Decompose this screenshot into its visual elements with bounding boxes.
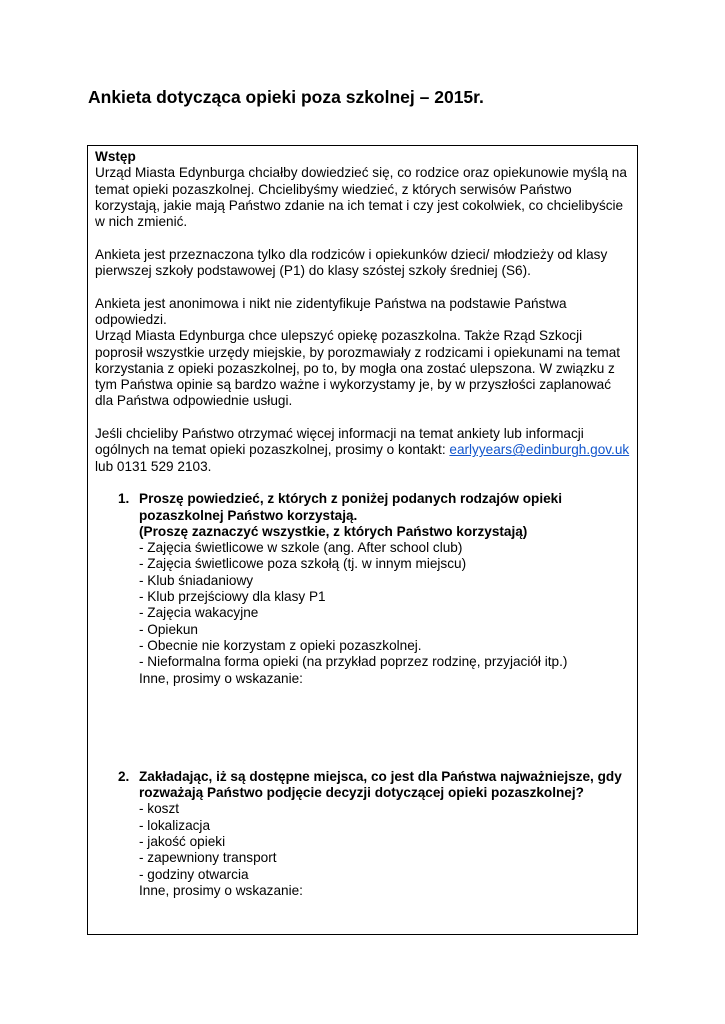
- other-prompt: Inne, prosimy o wskazanie:: [139, 882, 303, 898]
- intro-heading: Wstęp: [95, 149, 136, 164]
- question-text: Zakładając, iż są dostępne miejsca, co jest dla Państwa najważniejsze, gdy rozważają Państwo podjęcie decyzji dotyczącej opieki pozaszkolnej?: [139, 768, 622, 801]
- question-instruction: (Proszę zaznaczyć wszystkie, z których Państwo korzystają): [139, 523, 528, 539]
- question-list: [95, 491, 631, 899]
- option-item[interactable]: - Zajęcia świetlicowe w szkole (ang. After school club): [139, 540, 463, 556]
- question-number: 2.: [118, 768, 130, 784]
- question-1: [95, 491, 631, 769]
- option-item[interactable]: - zapewniony transport: [139, 850, 277, 866]
- survey-box: [87, 145, 638, 935]
- option-item[interactable]: - Klub przejściowy dla klasy P1: [139, 589, 326, 605]
- option-item[interactable]: - lokalizacja: [139, 817, 211, 833]
- option-item[interactable]: - jakość opieki: [139, 833, 226, 849]
- page-title: Ankieta dotycząca opieki poza szkolnej – 2015r.: [88, 87, 484, 107]
- question-number: 1.: [118, 491, 130, 507]
- intro-paragraph: Urząd Miasta Edynburga chciałby dowiedzieć się, co rodzice oraz opiekunowie myślą na temat opieki pozaszkolnej. Chcielibyśmy wiedzieć, z których serwisów Państwo korzystają, jakie mają Państwo zdanie na ich temat i czy jest cokolwiek, co chcielibyście w nich zmienić.: [95, 165, 627, 230]
- option-item[interactable]: - koszt: [139, 801, 180, 817]
- intro-paragraph: Ankieta jest przeznaczona tylko dla rodziców i opiekunków dzieci/ młodzieży od klasy pierwszej szkoły podstawowej (P1) do klasy szóstej szkoły średniej (S6).: [95, 246, 608, 279]
- contact-text: Jeśli chcieliby Państwo otrzymać więcej informacji na temat ankiety lub informacji ogólnych na temat opieki pozaszkolnej, prosimy o kontakt:: [95, 426, 584, 458]
- question-text: Proszę powiedzieć, z których z poniżej podanych rodzajów opieki pozaszkolnej Państwo korzystają.: [139, 491, 562, 523]
- email-link[interactable]: earlyyears@edinburgh.gov.uk: [449, 442, 630, 458]
- intro-paragraph: Ankieta jest anonimowa i nikt nie zidentyfikuje Państwa na podstawie Państwa odpowiedzi.: [95, 295, 567, 327]
- intro-paragraph: Urząd Miasta Edynburga chce ulepszyć opiekę pozaszkolna. Także Rząd Szkocji poprosił wszystkie urzędy miejskie, by porozmawiały z rodzicami i opiekunami na temat korzystania z opieki pozaszkolnej, po to, by mogła ona zostać ulepszona. W związku z tym Państwa opinie są bardzo ważne i wykorzystamy je, by w przyszłości zaplanować dla Państwa odpowiednie usługi.: [95, 328, 621, 409]
- option-list: [139, 801, 631, 882]
- option-item[interactable]: - Nieformalna forma opieki (na przykład poprzez rodzinę, przyjaciół itp.): [139, 654, 568, 670]
- option-item[interactable]: - Zajęcia świetlicowe poza szkołą (tj. w innym miejscu): [139, 556, 467, 572]
- option-item[interactable]: - Zajęcia wakacyjne: [139, 605, 259, 621]
- contact-paragraph: [95, 426, 631, 475]
- option-item[interactable]: - Opiekun: [139, 621, 198, 637]
- option-item[interactable]: - Obecnie nie korzystam z opieki pozaszkolnej.: [139, 637, 422, 653]
- option-item[interactable]: - godziny otwarcia: [139, 866, 249, 882]
- other-prompt: Inne, prosimy o wskazanie:: [139, 670, 303, 686]
- phone-text: lub 0131 529 2103.: [95, 458, 212, 474]
- question-2: [95, 769, 631, 899]
- answer-space[interactable]: [139, 687, 631, 769]
- option-list: [139, 540, 631, 670]
- option-item[interactable]: - Klub śniadaniowy: [139, 572, 254, 588]
